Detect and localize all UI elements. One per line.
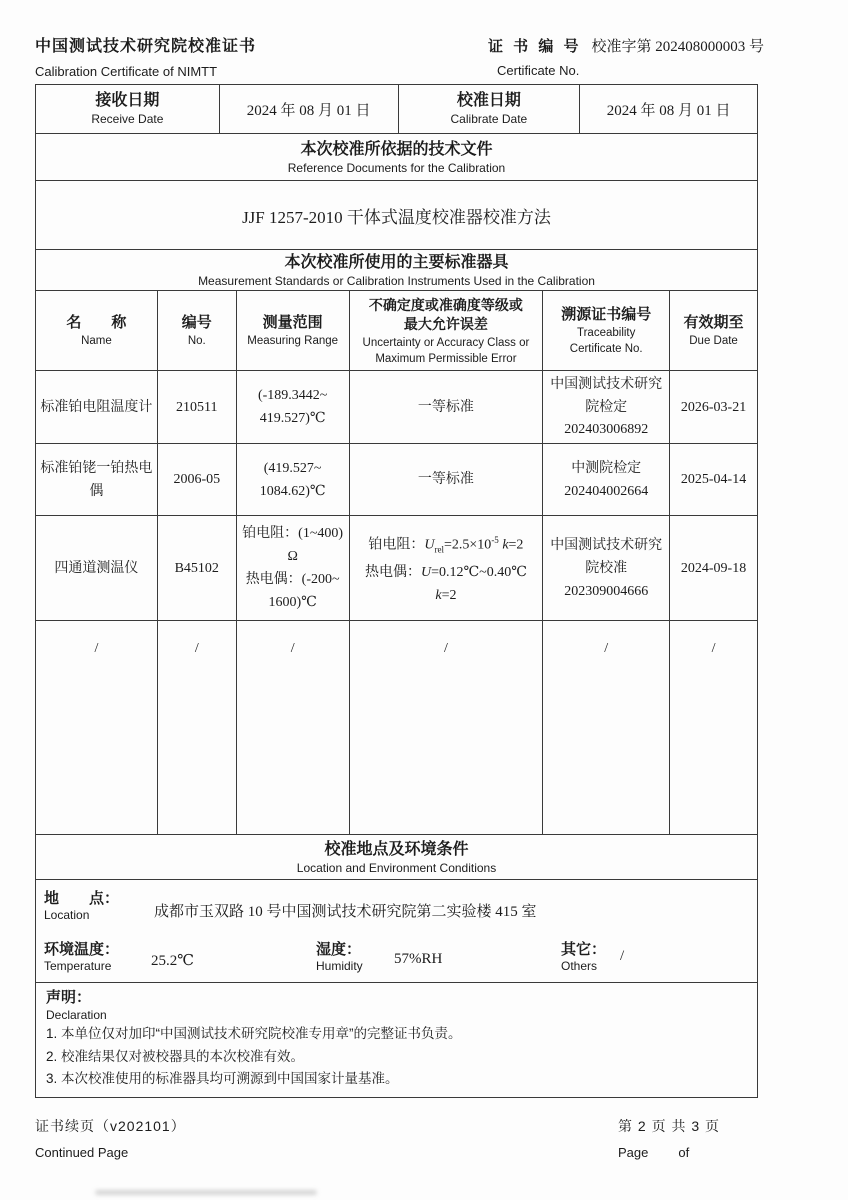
table-row bbox=[36, 444, 757, 516]
table-row bbox=[36, 621, 757, 834]
document-title-en: Calibration Certificate of NIMTT bbox=[35, 64, 218, 79]
declaration-item-1: 1. 本单位仅对加印“中国测试技术研究院校准专用章”的完整证书负责。 bbox=[46, 1026, 462, 1041]
col-traceability-en1: Traceability bbox=[577, 327, 636, 339]
table-row bbox=[36, 516, 757, 621]
col-no-zh: 编号 bbox=[181, 314, 212, 331]
calibrate-date-label-cell bbox=[399, 85, 581, 133]
document-header-right bbox=[488, 35, 764, 78]
cell-no: / bbox=[158, 621, 237, 834]
page-number-zh: 第 2 页 共 3 页 bbox=[618, 1118, 721, 1134]
col-uncertainty-zh2: 最大允许误差 bbox=[403, 315, 488, 332]
col-due-date-en: Due Date bbox=[689, 335, 738, 347]
humidity-label: 湿度： Humidity bbox=[316, 941, 363, 973]
cell-due-date: 2025-04-14 bbox=[680, 472, 747, 487]
standards-title-en: Measurement Standards or Calibration Instruments Used in the Calibration bbox=[198, 273, 595, 288]
uncertainty-line-3: k=2 bbox=[435, 588, 457, 604]
col-uncertainty-en1: Uncertainty or Accuracy Class or bbox=[362, 336, 530, 349]
cell-due-date: / bbox=[711, 641, 716, 656]
uncertainty-line-1: 铂电阻：$U_{rel}=2.5\times 10^{-5}$ k=2 bbox=[368, 534, 524, 555]
cell-traceability: 中测院检定 202404002664 bbox=[543, 444, 670, 515]
reference-section-title bbox=[35, 133, 758, 181]
cell-traceability: 中国测试技术研究 院校准 202309004666 bbox=[543, 516, 670, 620]
standards-section-title bbox=[35, 249, 758, 291]
col-traceability bbox=[543, 291, 670, 370]
col-name-zh: 名 称 bbox=[66, 314, 127, 331]
cell-range: 铂电阻：(1~400) Ω 热电偶：(-200~ 1600)℃ bbox=[237, 516, 350, 620]
humidity-value: 57%RH bbox=[394, 951, 443, 967]
col-name bbox=[36, 291, 158, 370]
cell-name: 标准铂电阻温度计 bbox=[36, 371, 158, 443]
reference-document-value: JJF 1257-2010 干体式温度校准器校准方法 bbox=[35, 180, 758, 250]
declaration-title-zh: 声明： bbox=[46, 989, 92, 1006]
cell-name: 四通道测温仪 bbox=[36, 516, 158, 620]
col-range bbox=[237, 291, 350, 370]
temperature-value: 25.2℃ bbox=[151, 953, 195, 969]
standards-title-zh: 本次校准所使用的主要标准器具 bbox=[284, 253, 509, 271]
location-environment-body bbox=[35, 879, 758, 983]
standards-table bbox=[35, 290, 758, 835]
table-row bbox=[36, 371, 757, 444]
others-value: / bbox=[620, 948, 625, 964]
dates-table bbox=[35, 84, 758, 134]
location-title-en: Location and Environment Conditions bbox=[296, 860, 497, 875]
location-section-title bbox=[35, 834, 758, 880]
certificate-no-value: 校准字第 202408000003 号 bbox=[591, 39, 765, 55]
calibrate-date-label-zh: 校准日期 bbox=[456, 92, 521, 109]
cell-range: (-189.3442~ 419.527)℃ bbox=[237, 371, 350, 443]
col-uncertainty-en2: Maximum Permissible Error bbox=[375, 352, 517, 365]
location-label: 地 点： Location bbox=[44, 890, 120, 922]
cell-name: / bbox=[36, 621, 158, 834]
footer-left bbox=[35, 1116, 186, 1160]
declaration-item-2: 2. 校准结果仅对被校器具的本次校准有效。 bbox=[46, 1048, 305, 1064]
cell-due-date: 2024-09-18 bbox=[680, 560, 747, 576]
col-name-en: Name bbox=[81, 335, 112, 347]
cell-range: / bbox=[237, 621, 350, 834]
continued-page-zh: 证书续页（v202101） bbox=[35, 1118, 186, 1134]
cell-traceability: / bbox=[543, 621, 670, 834]
cell-uncertainty: 一等标准 bbox=[350, 444, 544, 515]
page-number-en: Page of bbox=[618, 1145, 690, 1160]
col-traceability-zh: 溯源证书编号 bbox=[561, 306, 652, 323]
col-no-en: No. bbox=[187, 335, 206, 347]
col-no bbox=[158, 291, 237, 370]
col-traceability-en2: Certificate No. bbox=[569, 343, 643, 355]
reference-title-en: Reference Documents for the Calibration bbox=[287, 160, 506, 175]
cell-range: (419.527~ 1084.62)℃ bbox=[237, 444, 350, 515]
footer-right bbox=[618, 1116, 720, 1160]
calibrate-date-value: 2024 年 08 月 01 日 bbox=[606, 102, 731, 119]
document-title-zh: 中国测试技术研究院校准证书 bbox=[35, 38, 257, 55]
standards-table-header bbox=[36, 291, 757, 371]
receive-date-value: 2024 年 08 月 01 日 bbox=[220, 85, 399, 133]
declaration-title-en: Declaration bbox=[46, 1008, 107, 1022]
temperature-label: 环境温度： Temperature bbox=[44, 941, 120, 973]
declaration-section bbox=[35, 982, 758, 1098]
col-range-en: Measuring Range bbox=[247, 335, 339, 347]
certificate-body bbox=[35, 85, 758, 1098]
cell-no: B45102 bbox=[158, 516, 237, 620]
certificate-no-label-en: Certificate No. bbox=[497, 63, 580, 78]
location-value: 成都市玉双路 10 号中国测试技术研究院第二实验楼 415 室 bbox=[154, 904, 537, 920]
continued-page-en: Continued Page bbox=[35, 1145, 129, 1160]
cell-uncertainty: / bbox=[350, 621, 544, 834]
declaration-item-3: 3. 本次校准使用的标准器具均可溯源到中国国家计量基准。 bbox=[46, 1071, 399, 1086]
col-due-date bbox=[670, 291, 757, 370]
location-title-zh: 校准地点及环境条件 bbox=[324, 840, 469, 858]
certificate-no-label-zh: 证 书 编 号 bbox=[488, 38, 582, 55]
reference-title-zh: 本次校准所依据的技术文件 bbox=[300, 140, 493, 158]
scan-artifact-smudge bbox=[95, 1190, 317, 1195]
receive-date-label-en: Receive Date bbox=[91, 112, 164, 126]
col-uncertainty-zh1: 不确定度或准确度等级或 bbox=[368, 296, 523, 313]
cell-due-date: 2026-03-21 bbox=[680, 399, 747, 415]
calibrate-date-label-en: Calibrate Date bbox=[450, 112, 528, 126]
cell-no: 2006-05 bbox=[158, 444, 237, 515]
col-due-date-zh: 有效期至 bbox=[683, 314, 744, 331]
cell-no: 210511 bbox=[158, 371, 237, 443]
cell-uncertainty: 一等标准 bbox=[350, 371, 544, 443]
cell-name: 标准铂铑一铂热电偶 bbox=[36, 444, 158, 515]
cell-uncertainty bbox=[350, 516, 544, 620]
col-range-zh: 测量范围 bbox=[262, 314, 323, 331]
col-uncertainty bbox=[350, 291, 544, 370]
receive-date-label-cell bbox=[36, 85, 220, 133]
uncertainty-line-2: 热电偶：U=0.12℃~0.40℃ bbox=[364, 565, 527, 581]
others-label: 其它： Others bbox=[561, 941, 607, 973]
document-header-left bbox=[35, 33, 256, 79]
cell-traceability: 中国测试技术研究 院检定 202403006892 bbox=[543, 371, 670, 443]
receive-date-label-zh: 接收日期 bbox=[95, 92, 160, 109]
